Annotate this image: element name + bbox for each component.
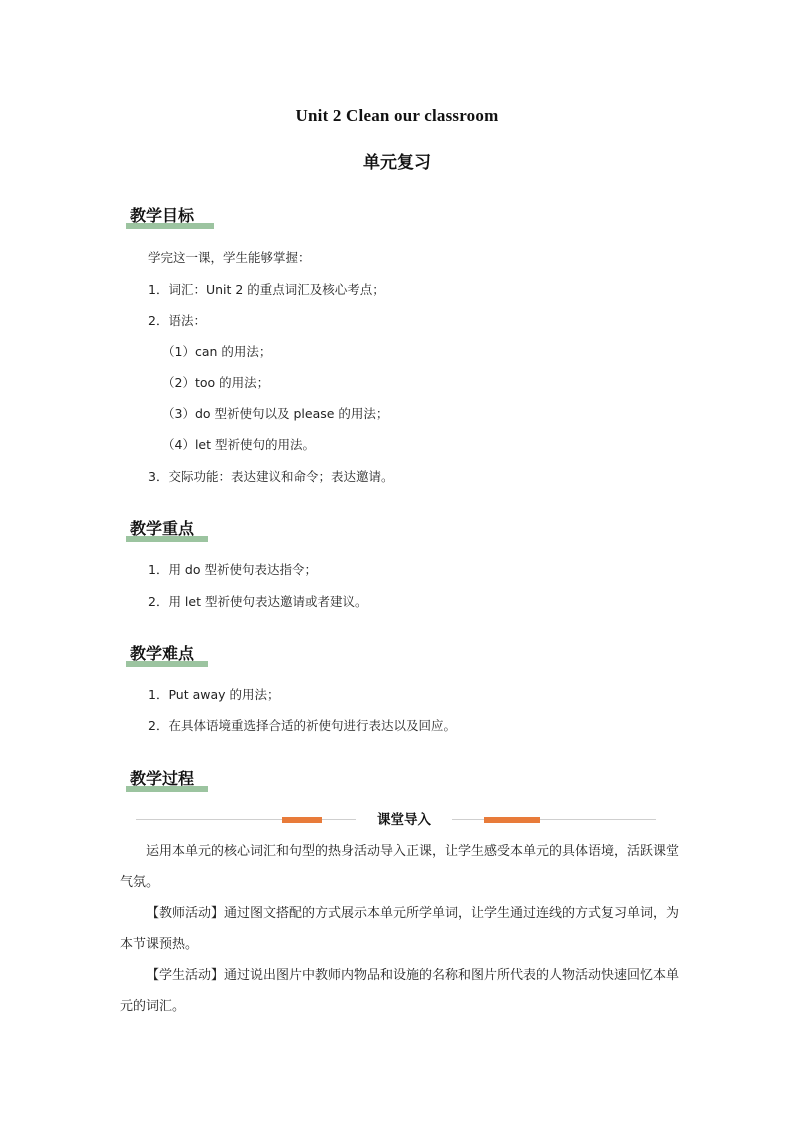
objective-subitem: （2）too 的用法； <box>162 375 270 390</box>
section-heading-label: 教学过程 <box>130 769 195 788</box>
section-heading-key-points <box>126 516 194 544</box>
difficulty-item: 1．Put away 的用法； <box>148 687 280 702</box>
divider-accent-left <box>282 817 322 823</box>
objective-item: 2．语法： <box>148 313 206 328</box>
section-heading-objectives <box>126 203 194 231</box>
process-paragraph: 运用本单元的核心词汇和句型的热身活动导入正课，让学生感受本单元的具体语境，活跃课堂气氛。 <box>120 844 680 890</box>
section-heading-label: 教学重点 <box>130 519 195 538</box>
objective-subitem: （3）do 型祈使句以及 please 的用法； <box>162 406 389 421</box>
objective-subitem: （4）let 型祈使句的用法。 <box>162 437 315 452</box>
objective-item: 3．交际功能：表达建议和命令；表达邀请。 <box>148 469 394 484</box>
document-title: Unit 2 Clean our classroom <box>295 106 499 125</box>
objectives-intro: 学完这一课，学生能够掌握： <box>148 250 311 265</box>
section-heading-difficulties <box>126 641 194 669</box>
key-point-item: 1．用 do 型祈使句表达指令； <box>148 562 317 577</box>
process-paragraph: 【教师活动】通过图文搭配的方式展示本单元所学单词，让学生通过连线的方式复习单词，为本节课预热。 <box>120 906 680 952</box>
section-heading-process <box>126 766 194 794</box>
section-heading-label: 教学难点 <box>130 644 195 663</box>
section-heading-label: 教学目标 <box>130 206 195 225</box>
document-subtitle: 单元复习 <box>363 153 431 173</box>
key-point-item: 2．用 let 型祈使句表达邀请或者建议。 <box>148 594 368 609</box>
subsection-divider <box>136 808 656 832</box>
divider-label: 课堂导入 <box>356 810 452 830</box>
process-paragraph: 【学生活动】通过说出图片中教师内物品和设施的名称和图片所代表的人物活动快速回忆本单元的词汇。 <box>120 968 680 1014</box>
divider-accent-right <box>484 817 540 823</box>
objective-subitem: （1）can 的用法； <box>162 344 272 359</box>
difficulty-item: 2．在具体语境重选择合适的祈使句进行表达以及回应。 <box>148 718 456 733</box>
objective-item: 1．词汇：Unit 2 的重点词汇及核心考点； <box>148 282 385 297</box>
